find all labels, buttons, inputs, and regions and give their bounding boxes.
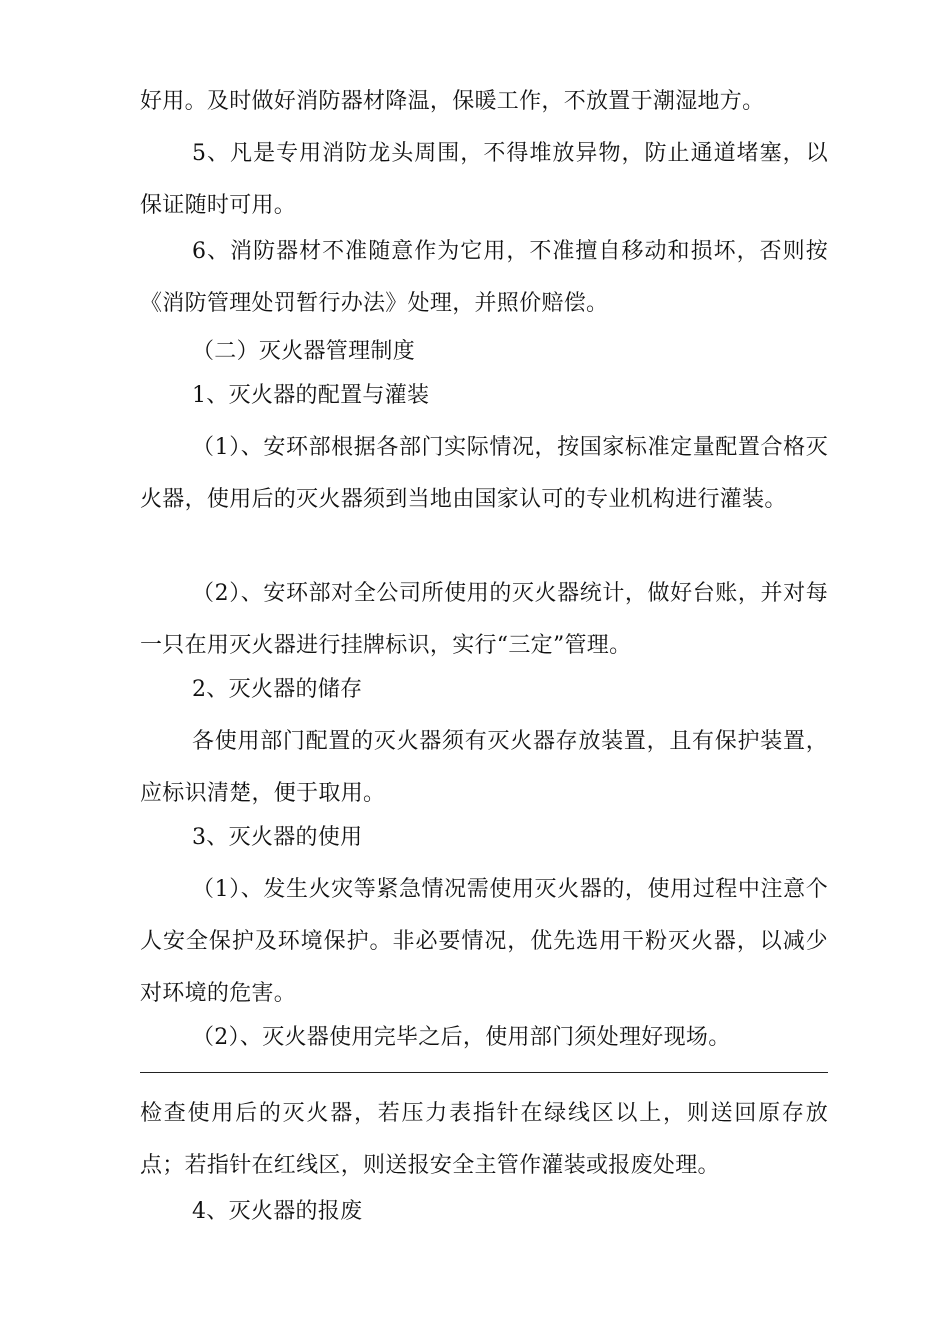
subheading-1: 1、灭火器的配置与灌装 xyxy=(192,383,430,408)
paragraph-item-6: 6、消防器材不准随意作为它用，不准擅自移动和损坏，否则按《消防管理处罚暂行办法》处理，并照价赔偿。 xyxy=(140,239,828,316)
paragraph-item-5: 5、凡是专用消防龙头周围，不得堆放异物，防止通道堵塞，以保证随时可用。 xyxy=(140,141,828,218)
subheading-3: 3、灭火器的使用 xyxy=(192,825,363,850)
paragraph-inspection: 检查使用后的灭火器，若压力表指针在绿线区以上，则送回原存放点；若指针在红线区，则送报安全主管作灌装或报废处理。 xyxy=(140,1101,828,1178)
paragraph-3-1: （1）、发生火灾等紧急情况需使用灭火器的，使用过程中注意个人安全保护及环境保护。非必要情况，优先选用干粉灭火器，以减少对环境的危害。 xyxy=(140,877,828,1006)
subheading-2: 2、灭火器的储存 xyxy=(192,677,363,702)
paragraph-storage: 各使用部门配置的灭火器须有灭火器存放装置，且有保护装置，应标识清楚，便于取用。 xyxy=(140,729,828,806)
paragraph-continuation: 好用。及时做好消防器材降温，保暖工作，不放置于潮湿地方。 xyxy=(140,89,765,114)
subheading-4: 4、灭火器的报废 xyxy=(192,1199,363,1224)
paragraph-1-1: （1）、安环部根据各部门实际情况，按国家标准定量配置合格灭火器，使用后的灭火器须到当地由国家认可的专业机构进行灌装。 xyxy=(140,435,828,512)
page-divider xyxy=(140,1072,828,1073)
paragraph-3-2: （2）、灭火器使用完毕之后，使用部门须处理好现场。 xyxy=(192,1025,731,1050)
paragraph-1-2: （2）、安环部对全公司所使用的灭火器统计，做好台账，并对每一只在用灭火器进行挂牌标识，实行“三定”管理。 xyxy=(140,581,828,658)
section-heading-2: （二）灭火器管理制度 xyxy=(192,339,416,364)
